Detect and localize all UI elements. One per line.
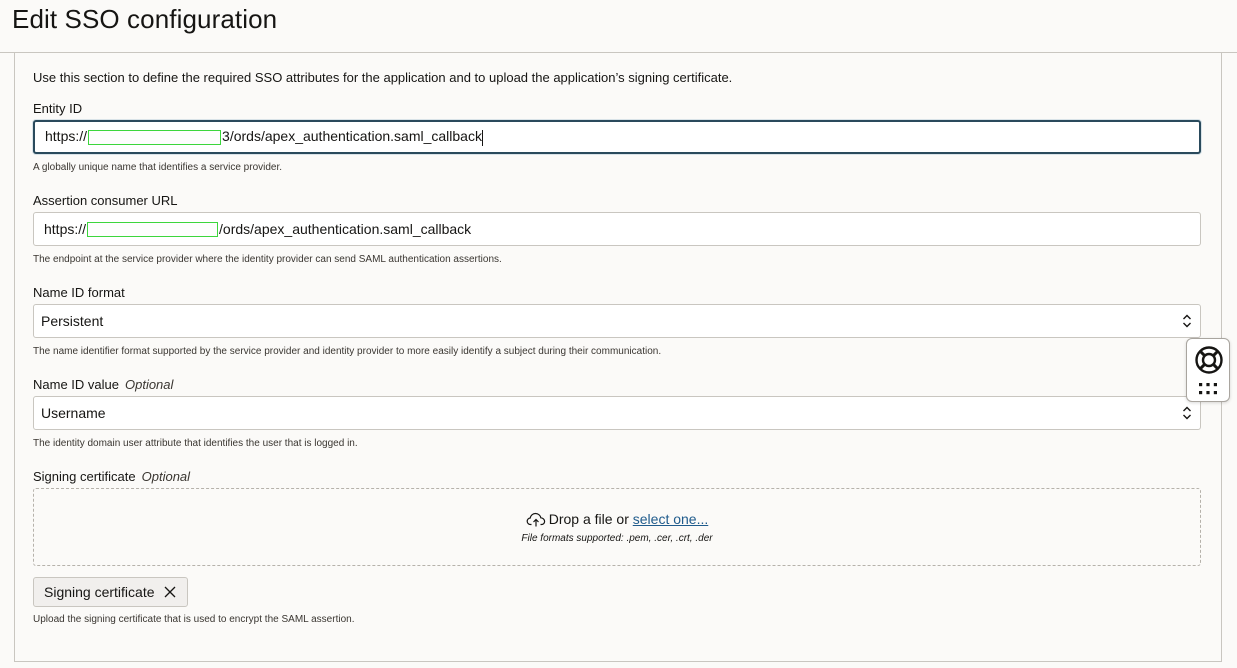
- entity-id-help: A globally unique name that identifies a service provider.: [33, 162, 283, 173]
- entity-id-suffix: 3/ords/apex_authentication.saml_callback: [222, 128, 482, 145]
- assertion-url-label-text: Assertion consumer URL: [33, 193, 178, 208]
- file-dropzone[interactable]: [33, 488, 1201, 566]
- chevron-up-down-icon: [1182, 313, 1192, 329]
- lifebuoy-icon[interactable]: [1194, 345, 1224, 375]
- name-id-value-label-text: Name ID value: [33, 377, 119, 392]
- name-id-value-selected: Username: [41, 405, 106, 421]
- optional-tag: Optional: [124, 377, 174, 392]
- entity-id-value[interactable]: [35, 128, 483, 145]
- file-formats-note: File formats supported: .pem, .cer, .crt, .der: [521, 533, 713, 544]
- section-intro: Use this section to define the required SSO attributes for the application and to upload the application’s signing certificate.: [33, 70, 733, 85]
- assertion-url-prefix: https://: [44, 220, 87, 237]
- name-id-format-select[interactable]: [33, 304, 1201, 338]
- dropzone-prompt: [34, 511, 1200, 527]
- dropzone-text: Drop a file or: [548, 511, 629, 527]
- name-id-format-label-text: Name ID format: [33, 285, 125, 300]
- signing-cert-label-text: Signing certificate: [33, 469, 136, 484]
- assertion-url-label: [33, 193, 178, 208]
- grid-icon[interactable]: [1198, 382, 1218, 396]
- entity-id-label: [33, 101, 82, 116]
- entity-id-prefix: https://: [45, 128, 88, 145]
- text-cursor: [482, 130, 483, 146]
- name-id-value-select[interactable]: [33, 396, 1201, 430]
- name-id-value-label: [33, 377, 173, 392]
- name-id-format-help: The name identifier format supported by the service provider and identity provider to more easily identify a subject during their communication.: [33, 346, 662, 357]
- assertion-url-suffix: /ords/apex_authentication.saml_callback: [219, 220, 472, 237]
- entity-id-label-text: Entity ID: [33, 101, 83, 116]
- entity-id-input[interactable]: [33, 120, 1201, 154]
- optional-tag: Optional: [141, 469, 191, 484]
- chevron-up-down-icon: [1182, 405, 1192, 421]
- name-id-format-selected: Persistent: [41, 313, 104, 329]
- cloud-upload-icon: [526, 511, 546, 527]
- redacted-host: [87, 222, 218, 237]
- chip-label: Signing certificate: [44, 584, 155, 600]
- name-id-format-label: [33, 285, 125, 300]
- close-icon[interactable]: [163, 585, 177, 599]
- page-title: Edit SSO configuration: [12, 4, 278, 34]
- side-help-widget: [1186, 338, 1230, 402]
- assertion-url-value[interactable]: [34, 221, 471, 238]
- selected-file-chip: [33, 577, 188, 607]
- redacted-host: [88, 130, 221, 145]
- assertion-url-input[interactable]: [33, 212, 1201, 246]
- signing-cert-help: Upload the signing certificate that is used to encrypt the SAML assertion.: [33, 614, 355, 625]
- select-file-link[interactable]: select one...: [632, 511, 709, 527]
- name-id-value-help: The identity domain user attribute that identifies the user that is logged in.: [33, 438, 358, 449]
- assertion-url-help: The endpoint at the service provider where the identity provider can send SAML authentication assertions.: [33, 254, 502, 265]
- signing-cert-label: [33, 469, 190, 484]
